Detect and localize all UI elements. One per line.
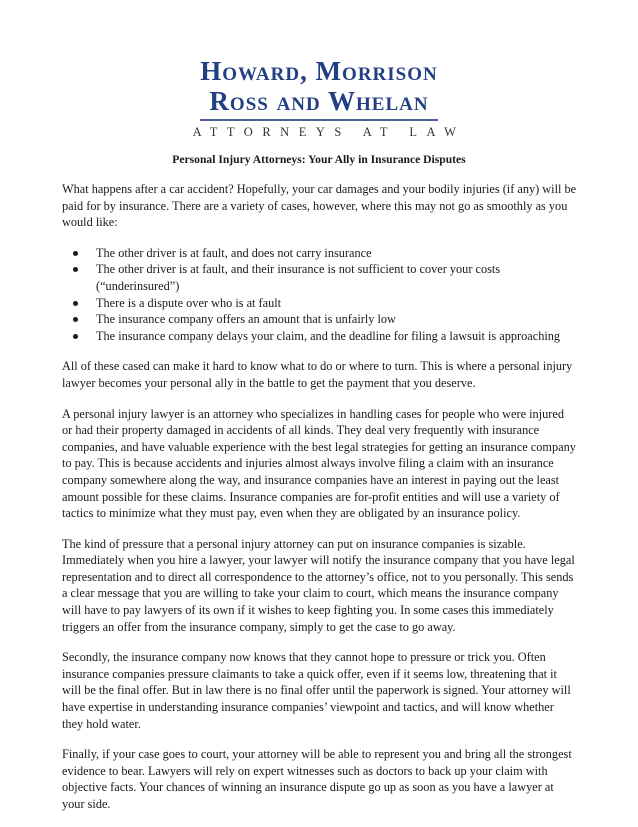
list-item-text: The insurance company offers an amount that is unfairly low bbox=[96, 312, 396, 327]
bullet-icon bbox=[73, 317, 78, 322]
list-item bbox=[96, 245, 577, 262]
bullet-icon bbox=[73, 334, 78, 339]
intro-paragraph: What happens after a car accident? Hopefully, your car damages and your bodily injuries (if any) will be paid for by insurance. There are a variety of cases, however, where this may not go as smoothly as you would like: bbox=[62, 182, 577, 230]
list-item-text: The other driver is at fault, and their insurance is not sufficient to cover your costs (“underinsured”) bbox=[96, 262, 501, 293]
logo-subtitle: ATTORNEYS AT LAW bbox=[192, 124, 466, 139]
body-paragraph: Secondly, the insurance company now knows that they cannot hope to pressure or trick you. Often insurance companies pressure claimants to take a quick offer, even if it seems low, threatening that it will be the final offer. But in law there is no final offer until the paperwork is signed. Your attorney will have expertise in understanding insurance companies’ viewpoint and tactics, and will know whether they hold water. bbox=[62, 650, 571, 731]
body-paragraph: All of these cased can make it hard to know what to do or where to turn. This is where a personal injury lawyer becomes your personal ally in the battle to get the payment that you deserve. bbox=[62, 359, 573, 390]
list-item bbox=[96, 295, 577, 312]
bullet-icon bbox=[73, 251, 78, 256]
case-list bbox=[62, 245, 577, 345]
list-item bbox=[96, 328, 577, 345]
logo-divider bbox=[200, 119, 438, 121]
body-paragraph: The kind of pressure that a personal injury attorney can put on insurance companies is sizable. Immediately when you hire a lawyer, your lawyer will notify the insurance company that you have legal representation and to direct all correspondence to the attorney’s office, not to you personally. This sends a clear message that you are willing to take your claim to court, which means the insurance company will have to pay lawyers of its own if it wishes to keep fighting you. In some cases this immediately triggers an offer from the insurance company, simply to get the case to go away. bbox=[62, 536, 575, 634]
list-item-text: There is a dispute over who is at fault bbox=[96, 295, 282, 310]
document-body bbox=[62, 181, 577, 827]
document-title: Personal Injury Attorneys: Your Ally in Insurance Disputes bbox=[172, 153, 466, 166]
logo-line-2: Ross and Whelan bbox=[209, 86, 429, 116]
bullet-icon bbox=[73, 301, 78, 306]
list-item-text: The other driver is at fault, and does not carry insurance bbox=[96, 245, 372, 260]
bullet-icon bbox=[73, 267, 78, 272]
logo-line-1: Howard, Morrison bbox=[200, 56, 438, 86]
body-paragraph: Finally, if your case goes to court, your attorney will be able to represent you and bring all the strongest evidence to bear. Lawyers will rely on expert witnesses such as doctors to back up your claim with objective facts. Your chances of winning an insurance dispute go up as soon as you have a lawyer at your side. bbox=[62, 747, 572, 811]
list-item bbox=[96, 261, 577, 294]
list-item-text: The insurance company delays your claim, and the deadline for filing a lawsuit is approaching bbox=[96, 328, 561, 343]
firm-logo bbox=[0, 56, 638, 140]
body-paragraph: A personal injury lawyer is an attorney who specializes in handling cases for people who were injured or had their property damaged in accidents of all kinds. They deal very frequently with insurance companies, and have valuable experience with the best legal strategies for getting an insurance company to pay. This is because accidents and injuries almost always involve filing a claim with an insurance company somewhere along the way, and insurance companies have an interest in paying out the least amount possible for these claims. Insurance companies are for-profit entities and will use a variety of tactics to minimize what they must pay, even when they are obligated by an insurance policy. bbox=[62, 406, 576, 521]
list-item bbox=[96, 311, 577, 328]
